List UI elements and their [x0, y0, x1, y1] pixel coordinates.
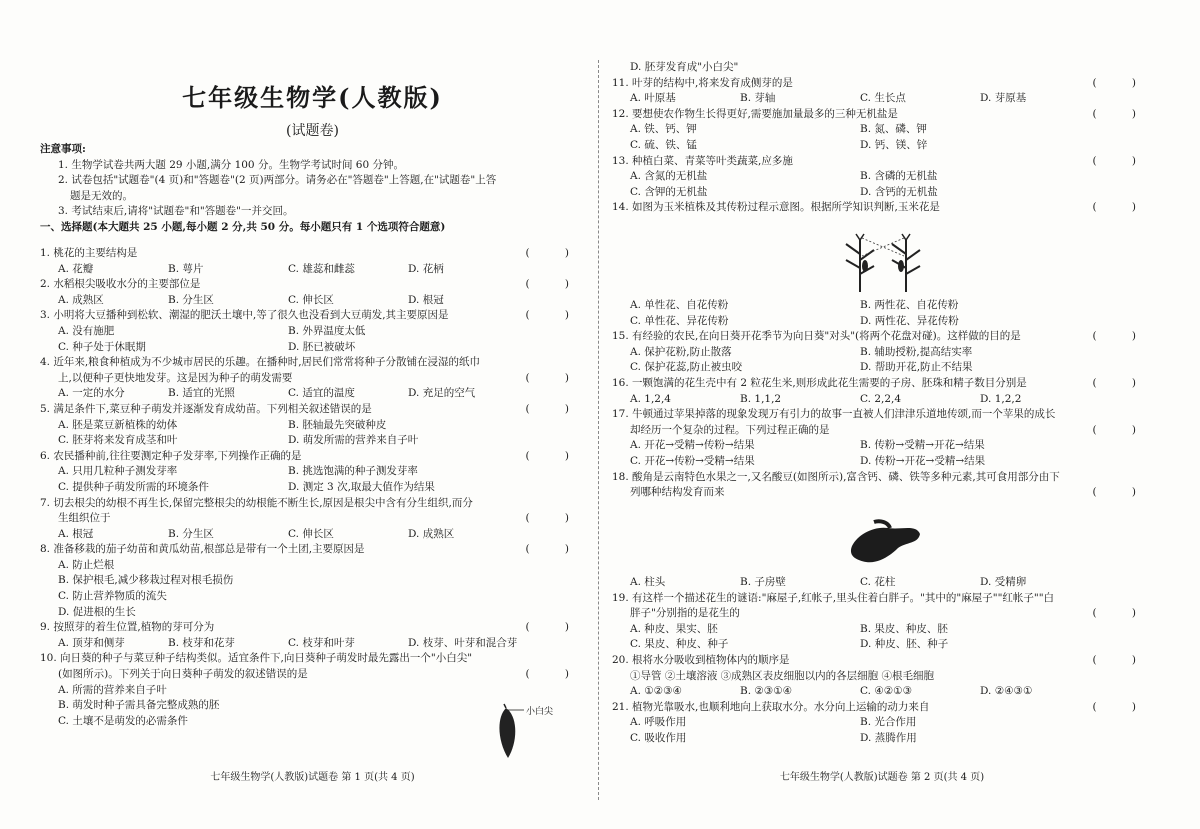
option-a: A. 根冠	[58, 527, 94, 540]
question-stem: (如图所示)。下列关于向日葵种子萌发的叙述错误的是	[58, 668, 308, 681]
options-row	[612, 138, 1152, 154]
option-c: C. 单性花、异花传粉	[630, 314, 729, 327]
option-b: B. 芽轴	[740, 92, 776, 105]
answer-paren: ( )	[1092, 653, 1152, 666]
question-20-items: ①导管 ②土壤溶液 ③成熟区表皮细胞以内的各层细胞 ④根毛细胞	[630, 669, 935, 682]
options-row	[40, 636, 585, 652]
option-a: A. 单性花、自花传粉	[630, 299, 729, 311]
question-stem: 胖子"分别指的是花生的	[630, 607, 740, 620]
question-7-cont	[40, 511, 585, 527]
options-row	[40, 386, 585, 402]
options-row	[612, 392, 1152, 408]
question-stem: 14. 如图为玉米植株及其传粉过程示意图。根据所学知识判断,玉米花是	[612, 201, 940, 214]
question-16	[612, 376, 1152, 392]
answer-paren: ( )	[525, 449, 585, 462]
question-stem: 8. 准备移栽的茄子幼苗和黄瓜幼苗,根部总是带有一个土团,主要原因是	[40, 543, 365, 556]
page-subtitle: (试题卷)	[286, 123, 339, 139]
options-row	[612, 731, 1152, 747]
question-10-cont	[40, 667, 585, 683]
question-21	[612, 700, 1152, 716]
right-questions-bottom	[612, 575, 1152, 747]
question-stem: 却经历一个复杂的过程。下列过程正确的是	[630, 423, 830, 436]
options-row	[40, 464, 585, 480]
question-stem: 15. 有经验的农民,在向日葵开花季节为向日葵"对头"(将两个花盘对碰)。这样做的目的是	[612, 330, 1021, 343]
options-row	[40, 324, 585, 340]
options-row	[40, 418, 585, 434]
option-b: B. 保护根毛,减少移栽过程对根毛损伤	[58, 574, 234, 587]
options-row	[40, 293, 585, 309]
answer-paren: ( )	[1092, 700, 1152, 713]
option-d: D. 1,2,2	[980, 392, 1022, 405]
answer-paren: ( )	[525, 621, 585, 634]
tamarind-icon	[844, 516, 924, 572]
options-row	[612, 438, 1152, 454]
option-b: B. 果皮、种皮、胚	[860, 622, 948, 635]
question-stem: 16. 一颗饱满的花生壳中有 2 粒花生米,则形成此花生需要的子房、胚珠和精子数目分别是	[612, 376, 1027, 389]
answer-paren: ( )	[525, 278, 585, 291]
option-b: B. 氮、磷、钾	[860, 123, 927, 136]
answer-paren: ( )	[525, 512, 585, 525]
option-c: C. 土壤不是萌发的必需条件	[58, 714, 188, 727]
left-page	[40, 0, 585, 829]
answer-paren: ( )	[525, 309, 585, 322]
option-c: C. 枝芽和叶芽	[288, 636, 355, 649]
option-d: D. 传粉→开花→受精→结果	[860, 454, 986, 467]
option-c: C. 提供种子萌发所需的环境条件	[58, 480, 209, 493]
question-stem: 1. 桃花的主要结构是	[40, 247, 138, 259]
option-b: B. 挑选饱满的种子测发芽率	[288, 465, 418, 478]
option-c: C. 防止营养物质的流失	[58, 590, 167, 603]
answer-paren: ( )	[1092, 201, 1152, 214]
option-a: A. 顶芽和侧芽	[58, 636, 125, 649]
note-3: 3. 考试结束后,请将"试题卷"和"答题卷"一并交回。	[58, 205, 294, 218]
answer-paren: ( )	[1092, 76, 1152, 89]
options-row	[40, 340, 585, 356]
question-3	[40, 308, 585, 324]
question-19-cont	[612, 606, 1152, 622]
option-c: C. 硫、铁、锰	[630, 138, 697, 151]
question-stem: 9. 按照芽的着生位置,植物的芽可分为	[40, 621, 215, 634]
question-14	[612, 200, 1152, 216]
question-11	[612, 76, 1152, 92]
option-d: D. 促进根的生长	[58, 605, 136, 618]
option-b: B. 传粉→受精→开花→结果	[860, 439, 985, 452]
option-d: D. 成熟区	[408, 527, 455, 540]
tamarind-figure	[844, 516, 924, 576]
option-d: D. 测定 3 次,取最大值作为结果	[288, 480, 435, 493]
note-2-cont: 题是无效的。	[70, 189, 133, 202]
question-17: 17. 牛顿通过苹果掉落的现象发现万有引力的故事一直被人们津津乐道地传颂,而一个苹果的成长	[612, 408, 1056, 421]
question-stem: 列哪种结构发育而来	[630, 486, 725, 499]
option-a: A. 一定的水分	[58, 387, 125, 400]
option-b: B. 两性花、自花传粉	[860, 299, 959, 311]
option-c: C. 2,2,4	[860, 392, 902, 405]
option-d: D. 枝芽、叶芽和混合芽	[408, 636, 518, 649]
option-d: D. 萌发所需的营养来自子叶	[288, 434, 419, 447]
option-c: C. ④②①③	[860, 685, 912, 698]
option-c: C. 适宜的温度	[288, 387, 355, 400]
answer-paren: ( )	[525, 668, 585, 681]
options-row	[612, 314, 1152, 330]
options-row	[612, 345, 1152, 361]
option-d: D. 帮助开花,防止不结果	[860, 361, 973, 374]
option-c: C. 果皮、种皮、种子	[630, 638, 729, 651]
question-stem: 11. 叶芽的结构中,将来发育成侧芽的是	[612, 76, 793, 89]
question-10: 10. 向日葵的种子与菜豆种子结构类似。适宜条件下,向日葵种子萌发时最先露出一个"小白尖"	[40, 652, 473, 665]
option-a: A. 呼吸作用	[630, 716, 687, 729]
answer-paren: ( )	[1092, 423, 1152, 436]
question-17-cont	[612, 423, 1152, 439]
question-stem: 21. 植物光靠吸水,也顺利地向上获取水分。水分向上运输的动力来自	[612, 700, 930, 713]
option-a: A. 叶原基	[630, 92, 676, 105]
option-a: A. 柱头	[630, 576, 666, 588]
option-b: B. ②③①④	[740, 685, 793, 698]
options-row	[612, 122, 1152, 138]
options-row	[612, 360, 1152, 376]
option-a: A. ①②③④	[630, 685, 682, 698]
question-stem: 12. 要想使农作物生长得更好,需要施加量最多的三种无机盐是	[612, 107, 898, 120]
question-stem: 2. 水稻根尖吸收水分的主要部位是	[40, 278, 201, 291]
options-row	[612, 637, 1152, 653]
option-c: C. 种子处于休眠期	[58, 340, 146, 353]
figure-label: 小白尖	[526, 707, 554, 717]
left-questions	[40, 246, 585, 729]
option-b: B. 萌发时种子需具备完整成熟的胚	[58, 699, 220, 712]
corn-plant-icon	[840, 230, 930, 294]
question-18-cont	[612, 485, 1152, 501]
option-c: C. 开花→传粉→受精→结果	[630, 454, 755, 467]
option-b: B. 分生区	[168, 293, 214, 306]
options-row	[612, 622, 1152, 638]
option-d: D. 钙、镁、锌	[860, 138, 928, 151]
question-stem: 生组织位于	[58, 512, 111, 525]
option-d: D. 根冠	[408, 293, 444, 306]
question-stem: 6. 农民播种前,往往要测定种子发芽率,下列操作正确的是	[40, 449, 302, 462]
option-c: C. 伸长区	[288, 527, 334, 540]
corn-pollination-figure	[840, 230, 930, 298]
question-19: 19. 有这样一个描述花生的谜语:"麻屋子,红帐子,里头住着白胖子。"其中的"麻屋子""红帐子""白	[612, 591, 1055, 604]
option-c: C. 伸长区	[288, 293, 334, 306]
option-c: C. 保护花蕊,防止被虫咬	[630, 361, 743, 374]
question-2	[40, 277, 585, 293]
option-d: D. 充足的空气	[408, 387, 476, 400]
option-d: D. 两性花、异花传粉	[860, 314, 959, 327]
options-row	[612, 454, 1152, 470]
option-a: A. 成熟区	[58, 293, 104, 306]
option-b: B. 枝芽和花芽	[168, 636, 235, 649]
question-6	[40, 449, 585, 465]
options-row	[40, 480, 585, 496]
answer-paren: ( )	[525, 247, 585, 259]
option-a: A. 胚是菜豆新植株的幼体	[58, 418, 178, 431]
question-stem: 上,以便种子更快地发芽。这是因为种子的萌发需要	[58, 371, 293, 384]
section-heading: 一、选择题(本大题共 25 小题,每小题 2 分,共 50 分。每小题只有 1 个选项符合题意)	[40, 220, 446, 233]
option-b: B. 辅助授粉,提高结实率	[860, 345, 973, 358]
question-1	[40, 246, 585, 262]
option-d: D. 蒸腾作用	[860, 731, 917, 744]
question-18: 18. 酸角是云南特色水果之一,又名酸豆(如图所示),富含钙、磷、铁等多种元素,其可食用部分由下	[612, 470, 1060, 483]
option-c: C. 含钾的无机盐	[630, 185, 708, 198]
option-a: A. 花瓣	[58, 262, 94, 275]
option-b: B. 含磷的无机盐	[860, 170, 938, 183]
option-a: A. 种皮、果实、胚	[630, 622, 718, 635]
option-a: A. 铁、钙、钾	[630, 123, 697, 136]
question-stem: 13. 种植白菜、青菜等叶类蔬菜,应多施	[612, 154, 793, 167]
answer-paren: ( )	[525, 371, 585, 384]
question-stem: 20. 根将水分吸收到植物体内的顺序是	[612, 653, 790, 666]
answer-paren: ( )	[525, 543, 585, 556]
answer-paren: ( )	[1092, 607, 1152, 620]
notes-heading: 注意事项:	[40, 143, 86, 155]
option-b: B. 适宜的光照	[168, 387, 235, 400]
option-a: A. 只用几粒种子测发芽率	[58, 465, 178, 478]
option-d: D. 胚芽发育成"小白尖"	[630, 61, 739, 73]
question-8	[40, 542, 585, 558]
options-row	[612, 91, 1152, 107]
option-b: B. 光合作用	[860, 716, 917, 729]
page-divider	[598, 60, 599, 800]
options-row	[612, 298, 1152, 314]
option-b: B. 萼片	[168, 262, 204, 275]
option-c: C. 生长点	[860, 92, 906, 105]
question-stem: 5. 满足条件下,菜豆种子萌发并逐渐发育成幼苗。下列相关叙述错误的是	[40, 402, 372, 415]
option-d: D. 芽原基	[980, 92, 1027, 105]
option-a: A. 保护花粉,防止散落	[630, 345, 732, 358]
page-title: 七年级生物学(人教版)	[182, 83, 443, 112]
options-row	[40, 433, 585, 449]
option-b: B. 子房壁	[740, 576, 786, 588]
question-20	[612, 653, 1152, 669]
answer-paren: ( )	[1092, 486, 1152, 499]
options-row	[612, 715, 1152, 731]
answer-paren: ( )	[1092, 107, 1152, 120]
option-d: D. 种皮、胚、种子	[860, 638, 949, 651]
question-15	[612, 329, 1152, 345]
question-stem: 3. 小明将大豆播种到松软、潮湿的肥沃土壤中,等了很久也没看到大豆萌发,其主要原因是	[40, 309, 449, 322]
options-row	[40, 527, 585, 543]
option-c: C. 吸收作用	[630, 731, 687, 744]
option-a: A. 开花→受精→传粉→结果	[630, 439, 755, 452]
option-b: B. 外界温度太低	[288, 324, 366, 337]
option-b: B. 胚轴最先突破种皮	[288, 418, 387, 431]
options-row	[612, 575, 1152, 591]
note-1: 1. 生物学试卷共两大题 29 小题,满分 100 分。生物学考试时间 60 分钟。	[58, 158, 404, 171]
page-footer: 七年级生物学(人教版)试题卷 第 1 页(共 4 页)	[210, 772, 415, 783]
options-row	[612, 185, 1152, 201]
option-a: A. 1,2,4	[630, 392, 671, 405]
option-b: B. 分生区	[168, 527, 214, 540]
option-d: D. 受精卵	[980, 576, 1027, 588]
right-questions-mid	[612, 298, 1152, 501]
page-footer: 七年级生物学(人教版)试题卷 第 2 页(共 4 页)	[779, 772, 985, 783]
options-row	[40, 262, 585, 278]
option-d: D. 胚已被破坏	[288, 340, 356, 353]
question-9	[40, 620, 585, 636]
options-row	[612, 169, 1152, 185]
option-c: C. 花柱	[860, 576, 896, 588]
notes-block	[40, 142, 585, 236]
answer-paren: ( )	[525, 402, 585, 415]
option-d: D. ②④③①	[980, 685, 1033, 698]
option-a: A. 没有施肥	[58, 324, 115, 337]
right-page	[612, 0, 1152, 829]
option-a: A. 防止烂根	[58, 558, 115, 571]
question-12	[612, 107, 1152, 123]
note-2: 2. 试卷包括"试题卷"(4 页)和"答题卷"(2 页)两部分。请务必在"答题卷"上答题,在"试题卷"上答	[58, 174, 497, 187]
option-d: D. 花柄	[408, 262, 444, 275]
option-a: A. 所需的营养来自子叶	[58, 683, 167, 696]
question-7: 7. 切去根尖的幼根不再生长,保留完整根尖的幼根能不断生长,原因是根尖中含有分生组织,而分	[40, 496, 473, 509]
right-questions-top	[612, 60, 1152, 216]
answer-paren: ( )	[1092, 154, 1152, 167]
option-d: D. 含钙的无机盐	[860, 185, 938, 198]
question-13	[612, 154, 1152, 170]
options-row	[612, 684, 1152, 700]
answer-paren: ( )	[1092, 376, 1152, 389]
option-c: C. 胚芽将来发育成茎和叶	[58, 434, 178, 447]
sunflower-seed-figure	[488, 702, 568, 768]
question-4-cont	[40, 371, 585, 387]
option-b: B. 1,1,2	[740, 392, 782, 405]
answer-paren: ( )	[1092, 330, 1152, 343]
option-c: C. 雄蕊和雌蕊	[288, 262, 355, 275]
option-a: A. 含氮的无机盐	[630, 170, 708, 183]
question-5	[40, 402, 585, 418]
question-4: 4. 近年来,粮食种植成为不少城市居民的乐趣。在播种时,居民们常常将种子分散铺在浸湿的纸巾	[40, 356, 481, 369]
